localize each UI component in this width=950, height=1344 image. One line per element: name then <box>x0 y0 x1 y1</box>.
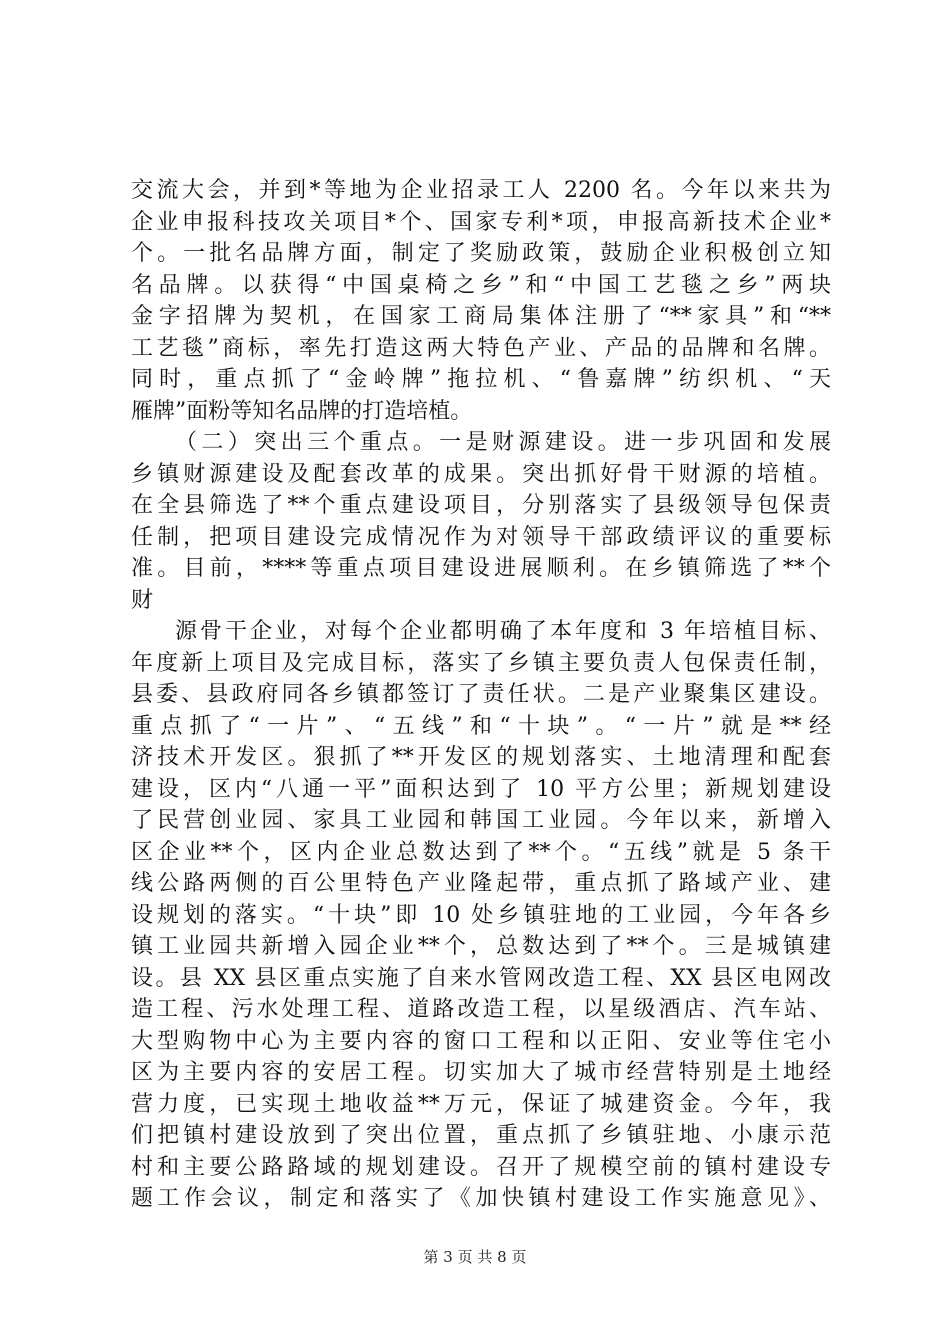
text-line: 设。县 XX 县区重点实施了自来水管网改造工程、XX 县区电网改 <box>131 965 831 991</box>
text-line: 题工作会议，制定和落实了《加快镇村建设工作实施意见》、 <box>131 1186 831 1211</box>
text-line: 准。目前，****等重点项目建设进展顺利。在乡镇筛选了**个 <box>131 556 831 581</box>
text-line: 区为主要内容的安居工程。切实加大了城市经营特别是土地经 <box>131 1060 831 1085</box>
text-line: 们把镇村建设放到了突出位置，重点抓了乡镇驻地、小康示范 <box>131 1123 831 1148</box>
text-line: 建设，区内“八通一平”面积达到了 10 平方公里；新规划建设 <box>131 776 831 802</box>
text-line: 乡镇财源建设及配套改革的成果。突出抓好骨干财源的培植。 <box>131 461 831 487</box>
document-body <box>131 175 831 1215</box>
text-line: 镇工业园共新增入园企业**个，总数达到了**个。三是城镇建 <box>131 934 831 959</box>
text-line: 区企业**个，区内企业总数达到了**个。“五线”就是 5 条干 <box>131 839 831 865</box>
text-line: 造工程、污水处理工程、道路改造工程，以星级酒店、汽车站、 <box>131 997 831 1022</box>
text-line: 线公路两侧的百公里特色产业隆起带，重点抓了路域产业、建 <box>131 871 831 896</box>
text-line: 大型购物中心为主要内容的窗口工程和以正阳、安业等住宅小 <box>131 1028 831 1054</box>
text-line: 在全县筛选了**个重点建设项目，分别落实了县级领导包保责 <box>131 493 831 518</box>
page-number-footer: 第 3 页 共 8 页 <box>423 1248 527 1266</box>
text-line: 重点抓了“一片”、“五线”和“十块”。“一片”就是**经 <box>131 713 831 739</box>
text-line: 源骨干企业，对每个企业都明确了本年度和 3 年培植目标、 <box>175 619 831 644</box>
text-line: （二）突出三个重点。一是财源建设。进一步巩固和发展 <box>175 430 831 455</box>
text-line: 设规划的落实。“十块”即 10 处乡镇驻地的工业园，今年各乡 <box>131 902 831 928</box>
text-line: 金字招牌为契机，在国家工商局集体注册了“**家具”和“** <box>131 304 831 329</box>
text-line: 个。一批名品牌方面，制定了奖励政策，鼓励企业积极创立知 <box>131 241 831 266</box>
text-line: 任制，把项目建设完成情况作为对领导干部政绩评议的重要标 <box>131 524 831 550</box>
text-line: 同时，重点抓了“金岭牌”拖拉机、“鲁嘉牌”纺织机、“天 <box>131 367 831 392</box>
text-line: 雁牌”面粉等知名品牌的打造培植。 <box>131 398 473 424</box>
text-line: 村和主要公路路域的规划建设。召开了规模空前的镇村建设专 <box>131 1154 831 1180</box>
text-line: 济技术开发区。狠抓了**开发区的规划落实、土地清理和配套 <box>131 745 831 770</box>
text-line: 营力度，已实现土地收益**万元，保证了城建资金。今年，我 <box>131 1091 831 1117</box>
text-line: 财 <box>131 587 154 613</box>
text-line: 工艺毯”商标，率先打造这两大特色产业、产品的品牌和名牌。 <box>131 335 831 361</box>
text-line: 名品牌。以获得“中国桌椅之乡”和“中国工艺毯之乡”两块 <box>131 272 831 298</box>
text-line: 年度新上项目及完成目标，落实了乡镇主要负责人包保责任制， <box>131 650 831 676</box>
text-line: 交流大会，并到*等地为企业招录工人 2200 名。今年以来共为 <box>131 178 831 203</box>
text-line: 企业申报科技攻关项目*个、国家专利*项，申报高新技术企业* <box>131 209 831 235</box>
text-line: 了民营创业园、家具工业园和韩国工业园。今年以来，新增入 <box>131 808 831 833</box>
text-line: 县委、县政府同各乡镇都签订了责任状。二是产业聚集区建设。 <box>131 682 831 707</box>
